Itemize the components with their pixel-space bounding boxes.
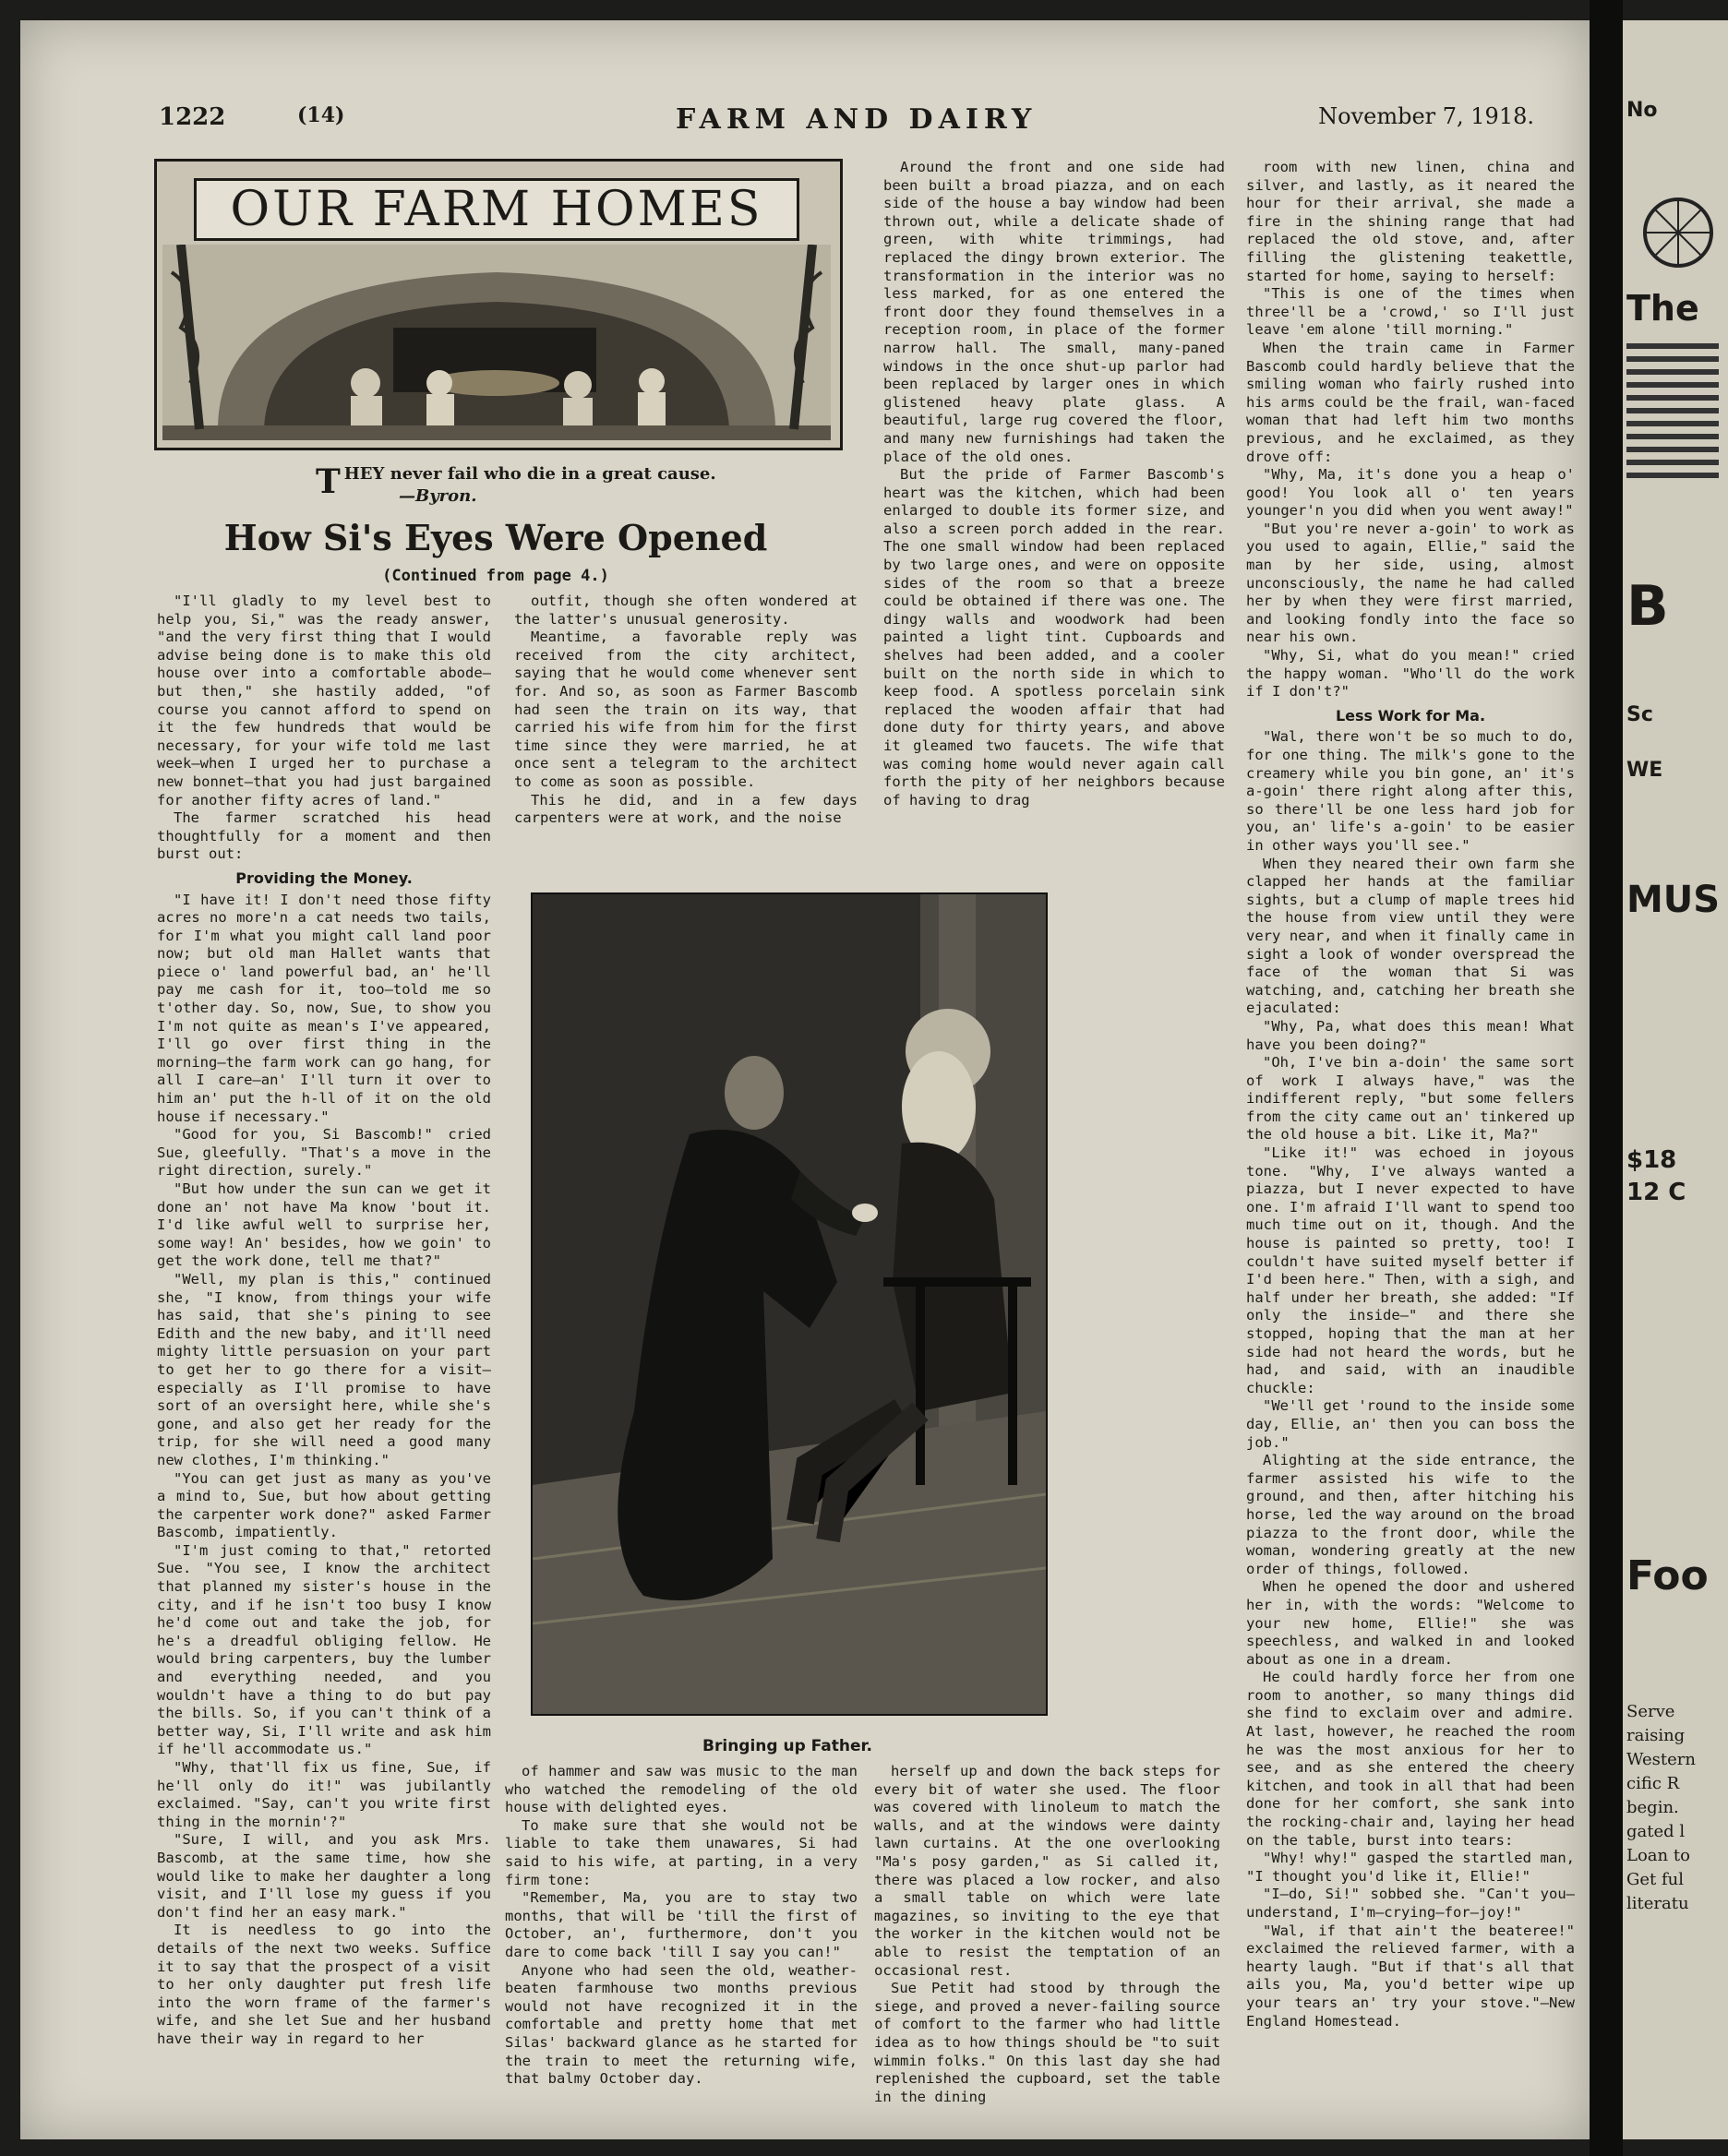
np-line: literatu <box>1626 1894 1689 1913</box>
np-fragment: Sc <box>1626 703 1653 726</box>
article-paragraph: This he did, and in a few days carpenters were at work, and the noise <box>514 791 858 827</box>
np-line: raising <box>1626 1726 1686 1745</box>
publication-title: FARM AND DAIRY <box>676 103 1038 136</box>
np-ad-text-block <box>1626 343 1719 482</box>
np-line: begin. <box>1626 1798 1679 1817</box>
article-paragraph: "Remember, Ma, you are to stay two months, that will be 'till the first of October, an', furthermore, don't you dare to come back 'till I say you can!" <box>505 1889 858 1960</box>
epigraph-drop-cap: T <box>316 462 341 501</box>
column-2-top <box>514 593 858 879</box>
sub-page-number: (14) <box>297 103 345 127</box>
article-paragraph: "Well, my plan is this," continued she, "I know, from things your wife has said, that she's pining to see Edith and the new baby, and it'll need mighty little persuasion on your part to get her to go there for a visit—especially as I'll promise to have sort of an oversight here, while she's gone, and also get her ready for the trip, for she will need a good many new clothes, I'm thinking." <box>157 1270 491 1468</box>
bicycle-wheel-icon <box>1641 186 1715 279</box>
article-paragraph: To make sure that she would not be liable to take them unawares, Si had said to his wife, at parting, in a very firm tone: <box>505 1816 858 1888</box>
article-paragraph: "I—do, Si!" sobbed she. "Can't you—understand, I'm—crying—for—joy!" <box>1246 1886 1575 1921</box>
np-fragment: No <box>1626 99 1658 122</box>
page-header <box>159 103 1553 140</box>
section-banner <box>154 159 843 450</box>
article-paragraph: But the pride of Farmer Bascomb's heart was the kitchen, which had been enlarged to double its former size, and also a screen porch added in the rear. The one small window had been replaced by two large ones, and were on opposite sides of the room so that a breeze could be obtained if there was one. The dingy walls and woodwork had been painted a light tint. Cupboards and shelves had been added, and a cooler built on the north side in which to keep food. A spotless porcelain sink replaced the wooden affair that had done duty for thirty years, and above it gleamed two faucets. The wife that was coming home would never again call forth the pity of her neighbors because of having to drag <box>883 466 1225 808</box>
fireside-illustration <box>162 245 831 440</box>
article-paragraph: When the train came in Farmer Bascomb could hardly believe that the smiling woman who fairly rushed into his arms could be the frail, wan-faced woman that had left him two months previous, and he exclaimed, as they drove off: <box>1246 339 1575 465</box>
story-photograph <box>531 892 1048 1716</box>
article-paragraph: "Like it!" was echoed in joyous tone. "Why, I've always wanted a piazza, but I never expected to have one. I'm afraid I'll want to spend too much time out on it, though. And the house is painted so pretty, too! I couldn't have suited myself better if I'd been here." Then, with a sigh, and half under her breath, she added: "If only the inside—" and there she stopped, hoping that the man at her side had not heard the words, but he had, and said, with an inaudible chuckle: <box>1246 1144 1575 1396</box>
subheading: Providing the Money. <box>235 868 413 887</box>
story-title: How Si's Eyes Were Opened <box>223 517 768 558</box>
np-line: Western <box>1626 1750 1697 1769</box>
article-paragraph: "Why! why!" gasped the startled man, "I thought you'd like it, Ellie!" <box>1246 1850 1575 1885</box>
photo-old-couple <box>533 894 1046 1714</box>
subheading: Less Work for Ma. <box>1335 706 1486 725</box>
continued-note: (Continued from page 4.) <box>382 567 609 585</box>
article-paragraph: of hammer and saw was music to the man who watched the remodeling of the old house with delighted eyes. <box>505 1763 858 1816</box>
newspaper-page <box>20 20 1590 2139</box>
epigraph-attribution: —Byron. <box>399 486 477 506</box>
epigraph <box>316 463 759 508</box>
np-line: gated l <box>1626 1822 1686 1841</box>
np-fragment: WE <box>1626 759 1663 782</box>
article-paragraph: "This is one of the times when three'll be a 'crowd,' so I'll just leave 'em alone 'till morning." <box>1246 285 1575 339</box>
article-paragraph: Anyone who had seen the old, weather-beaten farmhouse two months previous would not have recognized it in the comfortable and pretty home that met Silas' backward glance as he started for the train to meet the returning wife, that balmy October day. <box>505 1961 858 2088</box>
article-paragraph: "We'll get 'round to the inside some day, Ellie, an' then you can boss the job." <box>1246 1397 1575 1451</box>
article-paragraph: "Wal, if that ain't the beateree!" exclaimed the relieved farmer, with a hearty laugh. "But if that's all that ails you, Ma, you'd better wipe up your tears an' try your stove."—New England Homestead. <box>1246 1922 1575 2030</box>
np-line: Loan to <box>1626 1846 1690 1865</box>
column-1 <box>157 593 491 2125</box>
np-fragment: The <box>1626 288 1699 329</box>
np-line: Get ful <box>1626 1870 1684 1889</box>
photo-caption: Bringing up Father. <box>702 1737 872 1755</box>
issue-date: November 7, 1918. <box>1318 103 1534 129</box>
article-paragraph: "Wal, there won't be so much to do, for one thing. The milk's gone to the creamery while you bin gone, an' it's a-goin' there right along after this, so there'll be one less hard job for you, an' life's a-goin' to be easier in other ways you'll see." <box>1246 728 1575 854</box>
article-paragraph: Around the front and one side had been built a broad piazza, and on each side of the house a bay window had been thrown out, while a delicate shade of green, with white trimmings, had replaced the dingy brown exterior. The transformation in the interior was no less marked, for as one entered the front door they found themselves in a reception room, in place of the former narrow hall. The small, many-paned windows in the once shut-up parlor had been replaced by larger ones in which glistened heavy plate glass. A beautiful, large rug covered the floor, and many new furnishings had taken the place of the old ones. <box>883 159 1225 465</box>
binding-gutter <box>1590 0 1623 2156</box>
np-fragment: MUS <box>1626 879 1721 921</box>
np-fragment: Foo <box>1626 1552 1709 1599</box>
np-fragment: 12 C <box>1626 1179 1686 1206</box>
article-paragraph: He could hardly force her from one room to another, so many things did she find to exclaim over and admire. At last, however, he reached the room he was the most anxious for her to see, and as she entered the cheery kitchen, and took in all that had been done for her comfort, she sank into the rocking-chair and, laying her head on the table, burst into tears: <box>1246 1669 1575 1849</box>
article-paragraph: "Why, that'll fix us fine, Sue, if he'll only do it!" was jubilantly exclaimed. "Say, can't you write first thing in the mornin'?" <box>157 1759 491 1830</box>
np-fragment: B <box>1626 574 1669 639</box>
np-fragment: $18 <box>1626 1146 1677 1174</box>
article-paragraph: herself up and down the back steps for every bit of water she used. The floor was covered with linoleum to match the walls, and at the windows were dainty lawn curtains. At the one overlooking "Ma's posy garden," as Si called it, there was placed a low rocker, and also a small table on which were late magazines, so inviting to the eye that the worker in the kitchen would not be able to resist the temptation of an occasional rest. <box>874 1763 1220 1979</box>
article-paragraph: "Oh, I've bin a-doin' the same sort of work I always have," was the indifferent reply, "but some fellers from the city came out an' tinkered up the old house a bit. Like it, Ma?" <box>1246 1054 1575 1144</box>
article-paragraph: When he opened the door and ushered her in, with the words: "Welcome to your new home, Ellie!" she was speechless, and walked in and looked about as one in a dream. <box>1246 1578 1575 1668</box>
article-paragraph: Meantime, a favorable reply was received from the city architect, saying that he would come whenever sent for. And so, as soon as Farmer Bascomb had seen the train on its way, that carried his wife from him for the first time since they were married, he at once sent a telegram to the architect to come as soon as possible. <box>514 629 858 790</box>
article-paragraph: outfit, though she often wondered at the latter's unusual generosity. <box>514 593 858 628</box>
column-3-bottom <box>874 1763 1220 2132</box>
article-paragraph: room with new linen, china and silver, and lastly, as it neared the hour for their arrival, she made a fire in the shining range that had replaced the old stove, and, after filling the glistening teakettle, started for home, saying to herself: <box>1246 159 1575 284</box>
column-4 <box>1246 159 1575 2134</box>
article-paragraph: "I have it! I don't need those fifty acres no more'n a cat needs two tails, for I'm what you might call land poor now; but old man Hallet wants that piece o' land powerful bad, an' he'll pay me cash for it, too—told me so t'other day. So, now, Sue, to show you I'm not quite as mean's I've appeared, I'll go over first thing in the morning—the farm work can go hang, for all I care—an' I'll turn it over to him an' put the h-ll of it on the old house if necessary." <box>157 891 491 1125</box>
column-3-top <box>883 159 1225 879</box>
article-paragraph: "Why, Pa, what does this mean! What have you been doing?" <box>1246 1017 1575 1053</box>
article-paragraph: "But how under the sun can we get it done an' not have Ma know 'bout it. I'd like awful well to surprise her, some way! An' besides, how we goin' to get the work done, tell me that?" <box>157 1180 491 1270</box>
page-number: 1222 <box>159 103 226 131</box>
article-paragraph: "Why, Si, what do you mean!" cried the happy woman. "Who'll do the work if I don't?" <box>1246 647 1575 701</box>
article-paragraph: Sue Petit had stood by through the siege, and proved a never-failing source of comfort to the farmer who had little idea as to how things should be "to suit wimmin folks." On this last day she had replenished the cupboard, set the table in the dining <box>874 1980 1220 2105</box>
article-paragraph: The farmer scratched his head thoughtfully for a moment and then burst out: <box>157 809 491 863</box>
np-line: Serve <box>1626 1702 1675 1721</box>
column-2-bottom <box>505 1763 858 2132</box>
article-paragraph: "Why, Ma, it's done you a heap o' good! You look all o' ten years younger'n you did when you went away!" <box>1246 466 1575 520</box>
article-paragraph: "I'm just coming to that," retorted Sue. "You see, I know the architect that planned my sister's house in the city, and if he isn't too busy I know he'd come out and take the job, for he's a dreadful obliging fellow. He would bring carpenters, buy the lumber and everything needed, and you wouldn't have a thing to do but pay the bills. So, if you can't think of a better way, Si, I'll write and ask him if he'll accommodate us." <box>157 1541 491 1758</box>
article-paragraph: Alighting at the side entrance, the farmer assisted his wife to the ground, and then, after hitching his horse, led the way around on the broad piazza to the front door, while the woman, wondering greatly at the new order of things, followed. <box>1246 1452 1575 1577</box>
article-paragraph: "Sure, I will, and you ask Mrs. Bascomb, at the same time, how she would like to make her daughter a long visit, and I'll lose my guess if you don't find her an easy mark." <box>157 1831 491 1921</box>
article-paragraph: When they neared their own farm she clapped her hands at the familiar sights, but a clump of maple trees hid the house from view until they were very near, and when it finally came in sight a look of wonder overspread the face of the woman that Si was watching, and, catching her breath she ejaculated: <box>1246 855 1575 1017</box>
banner-title: OUR FARM HOMES <box>194 178 799 241</box>
article-paragraph: "But you're never a-goin' to work as you used to again, Ellie," said the man by her side, using, almost unconsciously, the name he had called her by when they were first married, and looking fondly into the face so near his own. <box>1246 520 1575 646</box>
adjacent-page-edge <box>1623 20 1728 2139</box>
np-line: cific R <box>1626 1774 1680 1793</box>
article-paragraph: "You can get just as many as you've a mind to, Sue, but how about getting the carpenter work done?" asked Farmer Bascomb, impatiently. <box>157 1469 491 1541</box>
article-paragraph: "I'll gladly to my level best to help you, Si," was the ready answer, "and the very first thing that I would advise being done is to make this old house over into a comfortable abode—but then," she hastily added, "of course you cannot afford to spend on it the few hundreds that would be necessary, for your wife told me last week—when I urged her to purchase a new bonnet—that you had just bargained for another fifty acres of land." <box>157 593 491 808</box>
article-paragraph: It is needless to go into the details of the next two weeks. Suffice it to say that the prospect of a visit to her only daughter put fresh life into the worn frame of the farmer's wife, and she let Sue and her husband have their way in regard to her <box>157 1922 491 2047</box>
np-body-text <box>1626 1700 1696 1916</box>
article-paragraph: "Good for you, Si Bascomb!" cried Sue, gleefully. "That's a move in the right direction, surely." <box>157 1126 491 1180</box>
epigraph-text: HEY never fail who die in a great cause. <box>343 464 716 484</box>
